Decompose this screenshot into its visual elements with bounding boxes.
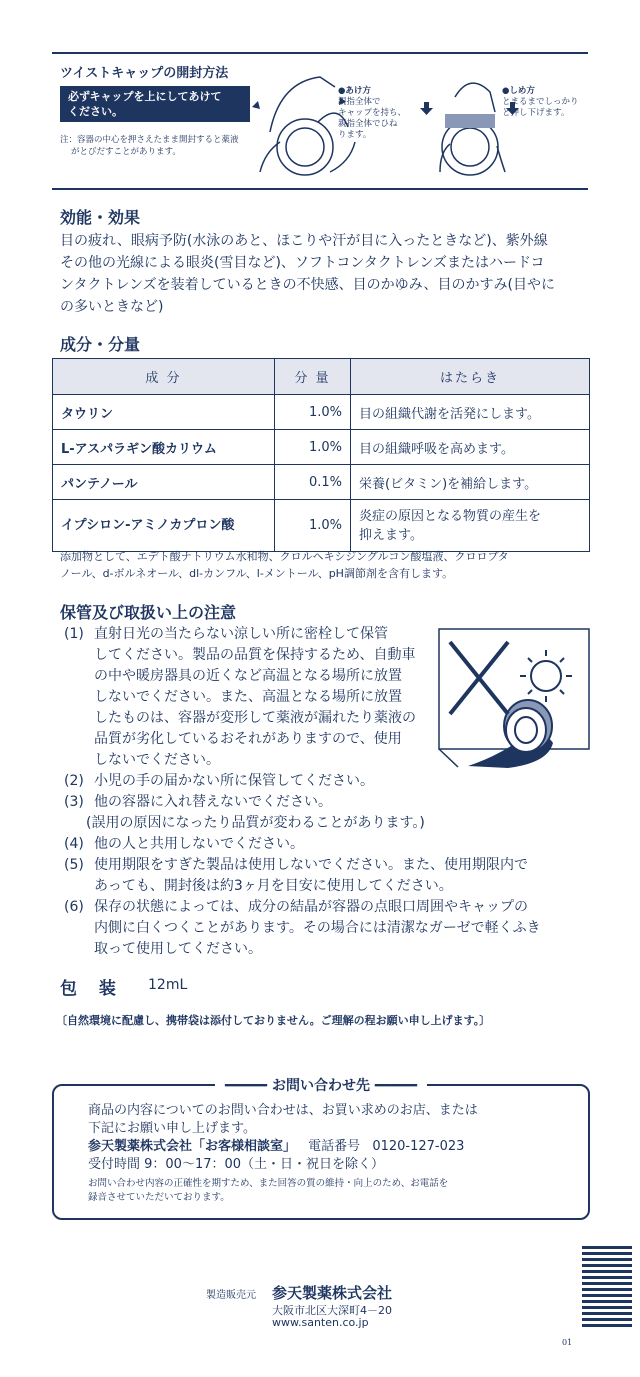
phone-number: 0120-127-023	[372, 1139, 465, 1154]
package-heading: 包 装	[60, 979, 124, 999]
efficacy-text: 目の疲れ、眼病予防(水泳のあと、ほこりや汗が目に入ったときなど)、紫外線 その他の光線による眼炎(雪目など)、ソフトコンタクトレンズまたはハードコ ンタクトレンズを装着しているときの不快感、目のかゆみ、目のかすみ(目やに の多いときなど)	[60, 233, 555, 315]
company-address: 大阪市北区大深町4－20	[272, 1304, 392, 1317]
twist-cap-instruction: 必ずキャップを上にしてあけて ください。	[60, 86, 250, 122]
table-row: イプシロン-アミノカプロン酸 1.0% 炎症の原因となる物質の産生を 抑えます。	[53, 500, 590, 552]
no-sunlight-icon	[438, 628, 590, 768]
table-row: タウリン 1.0% 目の組織代謝を活発にします。	[53, 395, 590, 430]
open-method-label: ●あけ方 親指全体で キャップを持ち、 親指全体でひね ります。	[338, 86, 407, 140]
twist-cap-section	[60, 62, 600, 187]
ingredients-table	[52, 358, 590, 552]
twist-cap-illustration-icon	[250, 62, 580, 187]
list-item: (3) 他の容器に入れ替えないでください。 (誤用の原因になったり品質が変わることがあります。)	[64, 794, 425, 831]
table-row: L-アスパラギン酸カリウム 1.0% 目の組織呼吸を高めます。	[53, 430, 590, 465]
twist-cap-title: ツイストキャップの開封方法	[60, 66, 229, 81]
twist-cap-note: 注：容器の中心を押さえたまま開封すると薬液 がとびだすことがあります。	[60, 135, 239, 157]
package-section	[60, 974, 188, 999]
list-item: (6) 保存の状態によっては、成分の結晶が容器の点眼口周囲やキャップの 内側に白くつくことがあります。その場合には清潔なガーゼで軽くふき 取って使用してください。	[64, 899, 541, 957]
list-item: (2) 小児の手の届かない所に保管してください。	[64, 773, 374, 789]
col-action-header: はたらき	[351, 359, 590, 395]
list-item: (4) 他の人と共用しないでください。	[64, 836, 304, 852]
list-item: (1) 直射日光の当たらない涼しい所に密栓して保管 してください。製品の品質を保持するため、自動車 の中や暖房器具の近くなど高温となる場所に放置 しないでください。また、高温となる場所に放置 したものは、容器が変形して薬液が漏れたり薬液の 品質が劣化しているおそれがありますので、使用 しないでください。	[64, 626, 416, 768]
storage-heading: 保管及び取扱い上の注意	[60, 603, 237, 622]
efficacy-heading: 効能・効果	[60, 208, 141, 227]
col-name-header: 成 分	[53, 359, 275, 395]
barcode-icon	[582, 1246, 632, 1328]
list-item: (5) 使用期限をすぎた製品は使用しないでください。また、使用期限内で あっても、開封後は約3ヶ月を目安に使用してください。	[64, 857, 528, 894]
close-method-label: ●しめ方 とまるまでしっかり と押し下げます。	[502, 86, 579, 118]
col-amount-header: 分 量	[275, 359, 351, 395]
company-name: 参天製薬株式会社	[272, 1284, 393, 1302]
additives-text: 添加物として、エデト酸ナトリウム水和物、クロルヘキシジングルコン酸塩液、クロロブタ ノール、d-ボルネオール、dl-カンフル、l-メントール、pH調節剤を含有します。	[60, 550, 509, 580]
ingredients-heading: 成分・分量	[60, 335, 141, 354]
table-row: パンテノール 0.1% 栄養(ビタミン)を補給します。	[53, 465, 590, 500]
package-volume: 12mL	[148, 977, 188, 993]
contact-body: 商品の内容についてのお問い合わせは、お買い求めのお店、または 下記にお願い申し上げます。 参天製薬株式会社「お客様相談室」 電話番号 0120-127-023 受付時間 9：00～17：00（土・日・祝日を除く） お問い合わせ内容の正確性を期すため、また回答の質の維持・向上のため、お電話を 録音させていただいております。	[88, 1103, 478, 1203]
eco-note: 〔自然環境に配慮し、携帯袋は添付しておりません。ご理解の程お願い申し上げます。〕	[56, 1014, 491, 1027]
table-header-row	[53, 359, 590, 395]
print-code: 01	[562, 1338, 573, 1347]
section-rule	[52, 188, 588, 190]
top-rule	[52, 52, 588, 54]
contact-box	[52, 1078, 590, 1220]
contact-title: ━━━━━ お問い合わせ先 ━━━━━	[215, 1075, 427, 1095]
company-url: www.santen.co.jp	[272, 1316, 369, 1329]
